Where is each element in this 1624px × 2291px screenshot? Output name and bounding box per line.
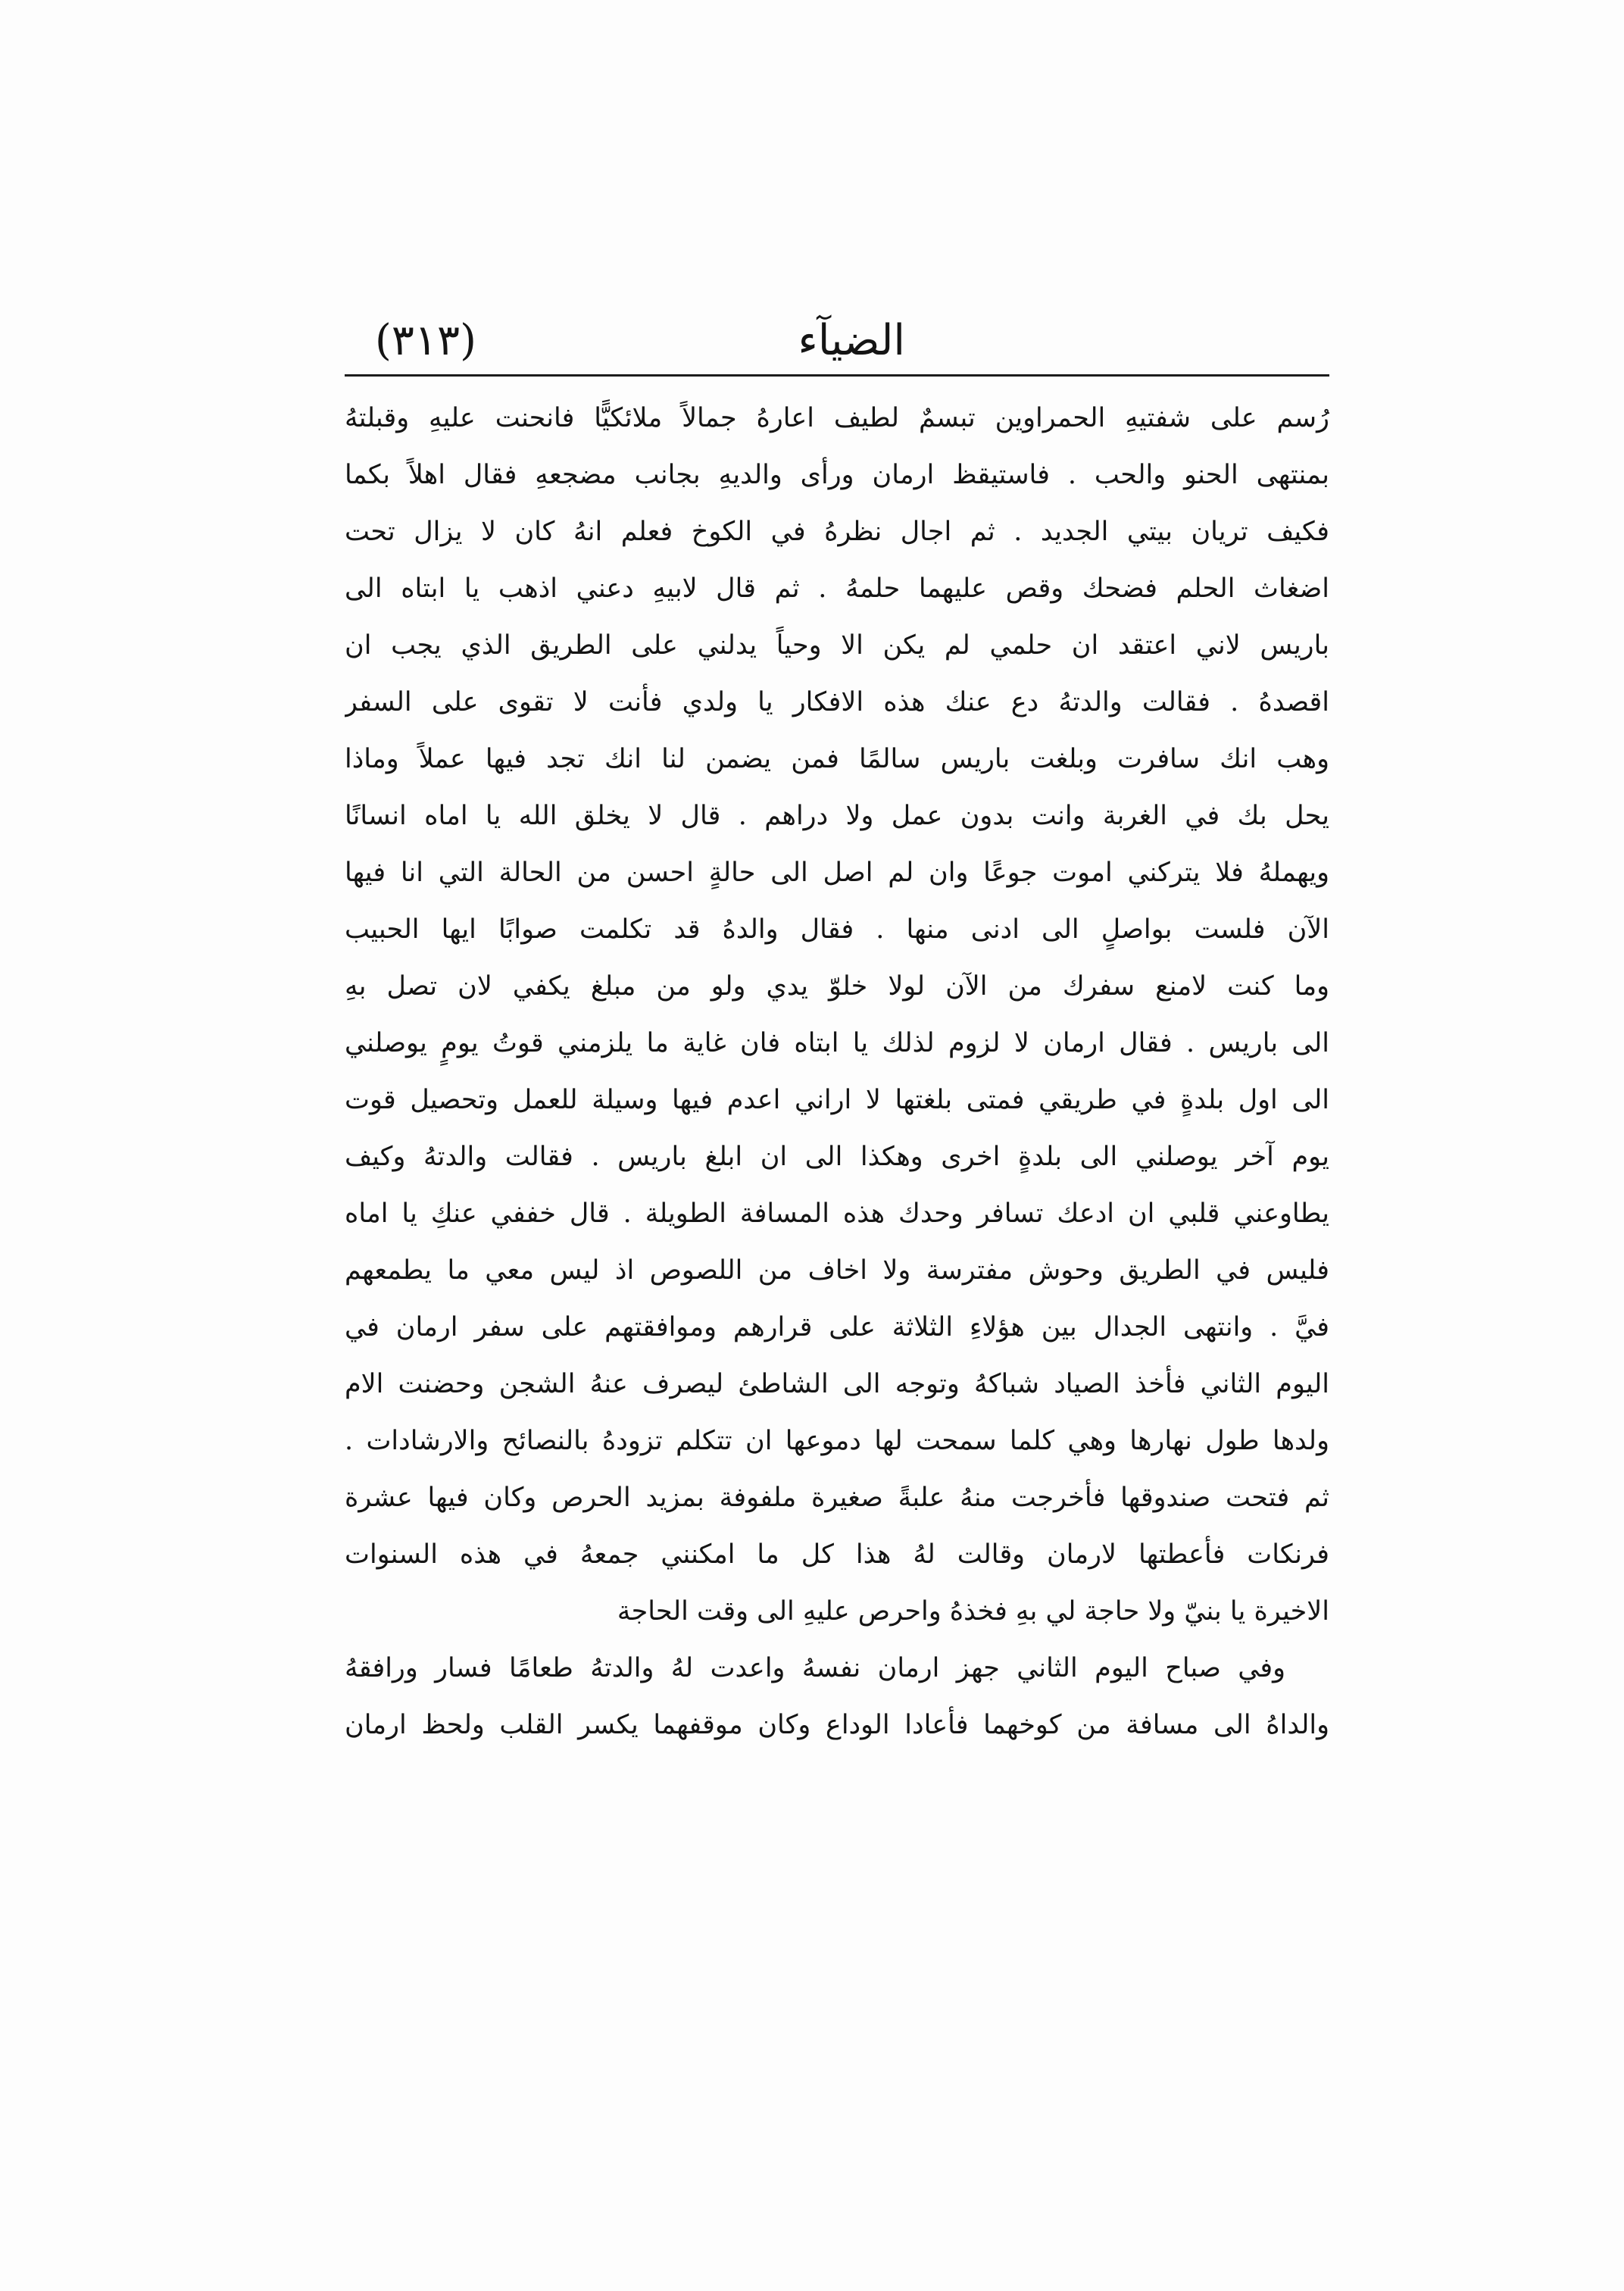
text-line: الى اول بلدةٍ في طريقي فمتى بلغتها لا اراني اعدم فيها وسيلة للعمل وتحصيل قوت bbox=[345, 1085, 1329, 1115]
text-line: اضغاث الحلم فضحك وقص عليهما حلمهُ . ثم قال لابيهِ دعني اذهب يا ابتاه الى bbox=[345, 574, 1329, 604]
header-rule bbox=[345, 374, 1329, 377]
text-line: ثم فتحت صندوقها فأخرجت منهُ علبةً صغيرة ملفوفة بمزيد الحرص وكان فيها عشرة bbox=[345, 1483, 1329, 1513]
text-line: فليس في الطريق وحوش مفترسة ولا اخاف من اللصوص اذ ليس معي ما يطمعهم bbox=[345, 1255, 1329, 1286]
text-line: فرنكات فأعطتها لارمان وقالت لهُ هذا كل ما امكنني جمعهُ في هذه السنوات bbox=[345, 1539, 1329, 1570]
text-line: وهب انك سافرت وبلغت باريس سالمًا فمن يضمن لنا انك تجد فيها عملاً وماذا bbox=[345, 744, 1329, 774]
body-text bbox=[345, 390, 1329, 1754]
text-line: يوم آخر يوصلني الى بلدةٍ اخرى وهكذا الى ان ابلغ باريس . فقالت والدتهُ وكيف bbox=[345, 1142, 1329, 1172]
text-line: فكيف تريان بيتي الجديد . ثم اجال نظرهُ في الكوخ فعلم انهُ كان لا يزال تحت bbox=[345, 517, 1329, 547]
text-line: ويهملهُ فلا يتركني اموت جوعًا وان لم اصل الى حالةٍ احسن من الحالة التي انا فيها bbox=[345, 858, 1329, 888]
text-line: وما كنت لامنع سفرك من الآن لولا خلوّ يدي ولو من مبلغ يكفي لان تصل بهِ bbox=[345, 971, 1329, 1002]
paragraph-start-line: وفي صباح اليوم الثاني جهز ارمان نفسهُ واعدت لهُ والدتهُ طعامًا فسار ورافقهُ bbox=[345, 1653, 1285, 1683]
text-line: اليوم الثاني فأخذ الصياد شباكهُ وتوجه الى الشاطئ ليصرف عنهُ الشجن وحضنت الام bbox=[345, 1369, 1329, 1399]
text-line: يطاوعني قلبي ان ادعك تسافر وحدك هذه المسافة الطويلة . قال خففي عنكِ يا اماه bbox=[345, 1199, 1329, 1229]
text-line: الآن فلست بواصلٍ الى ادنى منها . فقال والدهُ قد تكلمت صوابًا ايها الحبيب bbox=[345, 914, 1329, 945]
text-line: يحل بك في الغربة وانت بدون عمل ولا دراهم . قال لا يخلق الله يا اماه انسانًا bbox=[345, 801, 1329, 831]
text-line: ولدها طول نهارها وهي كلما سمحت لها دموعها ان تتكلم تزودهُ بالنصائح والارشادات . bbox=[345, 1426, 1329, 1456]
text-line: بمنتهى الحنو والحب . فاستيقظ ارمان ورأى والديهِ بجانب مضجعهِ فقال اهلاً بكما bbox=[345, 460, 1329, 490]
page-number: (٣١٣) bbox=[375, 316, 476, 365]
text-line: الى باريس . فقال ارمان لا لزوم لذلك يا ابتاه فان غاية ما يلزمني قوتُ يومٍ يوصلني bbox=[345, 1028, 1329, 1058]
text-line: والداهُ الى مسافة من كوخهما فأعادا الوداع وكان موقفهما يكسر القلب ولحظ ارمان bbox=[345, 1710, 1329, 1740]
text-line: رُسم على شفتيهِ الحمراوين تبسمٌ لطيف اعارهُ جمالاً ملائكيًّا فانحنت عليهِ وقبلتهُ bbox=[345, 403, 1329, 433]
text-line: باريس لاني اعتقد ان حلمي لم يكن الا وحياً يدلني على الطريق الذي يجب ان bbox=[345, 630, 1329, 661]
page-header bbox=[345, 307, 1329, 383]
paragraph-end-line: الاخيرة يا بنيّ ولا حاجة لي بهِ فخذهُ واحرص عليهِ الى وقت الحاجة bbox=[617, 1596, 1329, 1627]
text-line: اقصدهُ . فقالت والدتهُ دع عنك هذه الافكار يا ولدي فأنت لا تقوى على السفر bbox=[345, 687, 1329, 717]
text-line: فيَّ . وانتهى الجدال بين هؤلاءِ الثلاثة على قرارهم وموافقتهم على سفر ارمان في bbox=[345, 1312, 1329, 1342]
journal-title: الضيآء bbox=[798, 316, 905, 365]
